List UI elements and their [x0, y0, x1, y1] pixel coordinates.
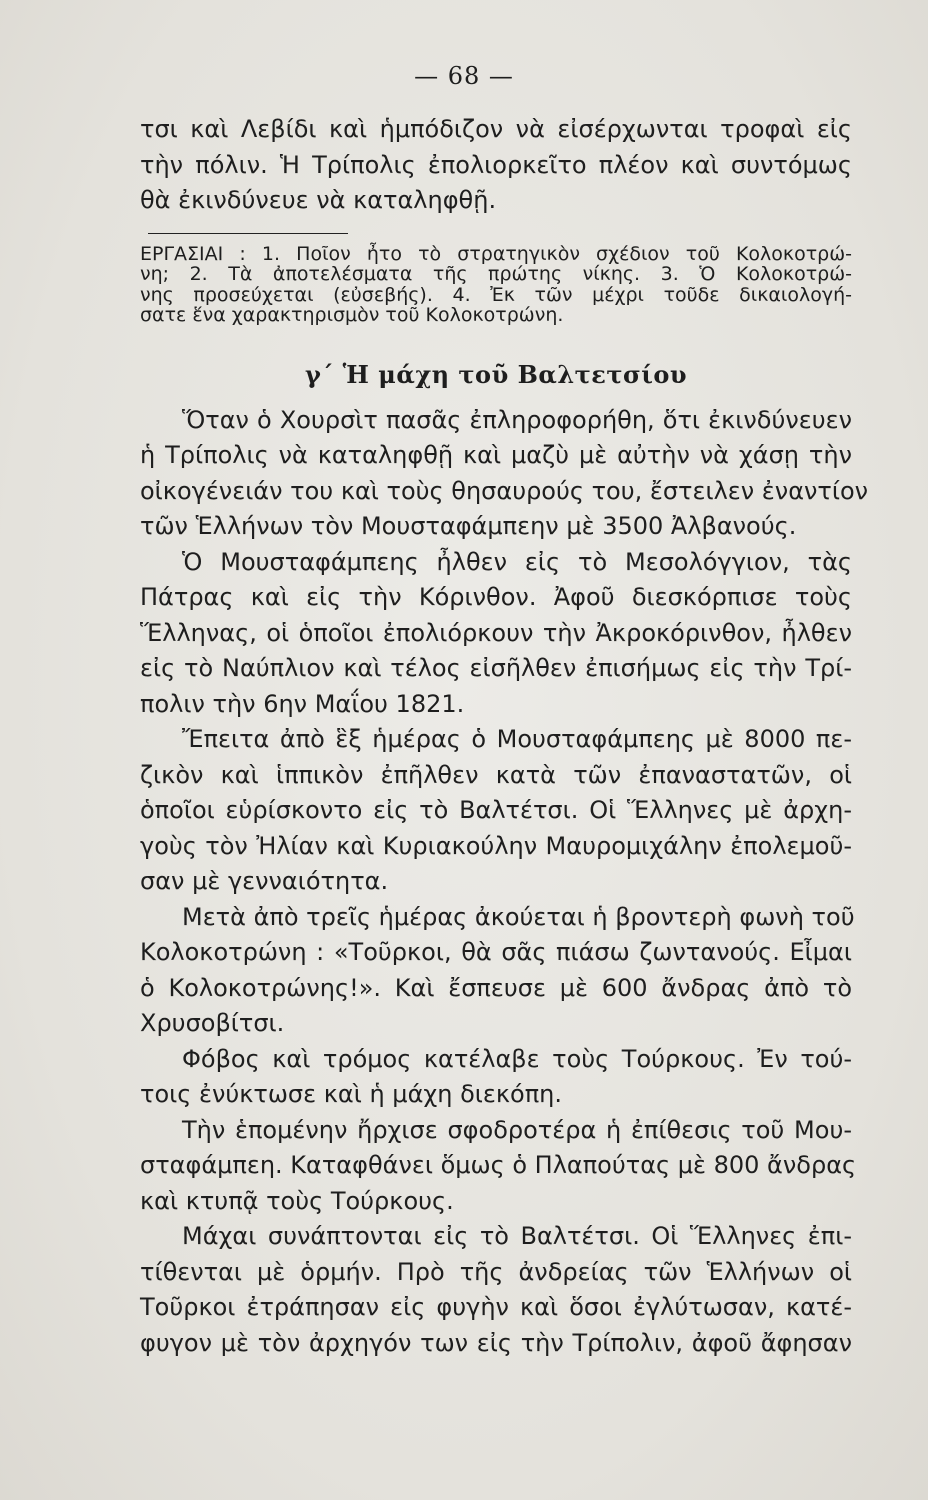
text-line: τοις ἐνύκτωσε καὶ ἡ μάχη διεκόπη. [140, 1080, 562, 1108]
text-line: τῶν Ἑλλήνων τὸν Μουσταφάμπεην μὲ 3500 Ἀλβανούς. [140, 512, 797, 540]
text-line: Μετὰ ἀπὸ τρεῖς ἡμέρας ἀκούεται ἡ βροντερὴ φωνὴ τοῦ [182, 902, 855, 931]
exercise-line: νη; 2. Τὰ ἀποτελέσματα τῆς πρώτης νίκης. 3. Ὁ Κολοκοτρώ- [140, 263, 852, 285]
page-content [140, 112, 869, 1361]
section-divider [148, 233, 348, 234]
text-line: σταφάμπεη. Καταφθάνει ὅμως ὁ Πλαπούτας μὲ 800 ἄνδρας [140, 1151, 857, 1179]
text-line: Πάτρας καὶ εἰς τὴν Κόρινθον. Ἀφοῦ διεσκόρπισε τοὺς [140, 583, 852, 611]
text-line: ὁ Κολοκοτρώνης!». Καὶ ἔσπευσε μὲ 600 ἄνδρας ἀπὸ τὸ [140, 973, 852, 1002]
text-line: Μάχαι συνάπτονται εἰς τὸ Βαλτέτσι. Οἱ Ἕλληνες ἐπι- [182, 1222, 852, 1250]
text-line: ζικὸν καὶ ἱππικὸν ἐπῆλθεν κατὰ τῶν ἐπαναστατῶν, οἱ [140, 760, 852, 789]
text-line: εἰς τὸ Ναύπλιον καὶ τέλος εἰσῆλθεν ἐπισήμως εἰς τὴν Τρί- [140, 654, 852, 682]
paragraph-1 [140, 403, 869, 545]
text-line: πολιν τὴν 6ην Μαΐου 1821. [140, 689, 465, 718]
text-line: Ἕλληνας, οἱ ὁποῖοι ἐπολιόρκουν τὴν Ἀκροκόρινθον, ἦλθεν [140, 618, 852, 647]
text-line: φυγον μὲ τὸν ἀρχηγόν των εἰς τὴν Τρίπολιν, ἀφοῦ ἄφησαν [140, 1328, 852, 1357]
paragraph-4 [140, 900, 855, 1042]
text-line: Φόβος καὶ τρόμος κατέλαβε τοὺς Τούρκους. Ἐν τού- [182, 1044, 852, 1073]
paragraph-6 [140, 1113, 857, 1220]
text-line: τίθενται μὲ ὁρμήν. Πρὸ τῆς ἀνδρείας τῶν Ἑλλήνων οἱ [140, 1257, 852, 1286]
text-line: Ἔπειτα ἀπὸ ἓξ ἡμέρας ὁ Μουσταφάμπεης μὲ 8000 πε- [182, 725, 852, 753]
text-line: ἡ Τρίπολις νὰ καταληφθῇ καὶ μαζὺ μὲ αὐτὴν νὰ χάσῃ τὴν [140, 441, 852, 469]
text-line: ὁποῖοι εὑρίσκοντο εἰς τὸ Βαλτέτσι. Οἱ Ἕλληνες μὲ ἀρχη- [140, 796, 852, 824]
text-line: τὴν πόλιν. Ἡ Τρίπολις ἐπολιορκεῖτο πλέον καὶ συντόμως [140, 150, 852, 179]
intro-paragraph [140, 112, 852, 219]
page-number: — 68 — [414, 62, 514, 90]
text-line: Τοῦρκοι ἐτράπησαν εἰς φυγὴν καὶ ὅσοι ἐγλύτωσαν, κατέ- [140, 1293, 852, 1321]
text-line: Κολοκοτρώνη : «Τοῦρκοι, θὰ σᾶς πιάσω ζωντανούς. Εἶμαι [140, 938, 852, 966]
section-heading: γ΄ Ἡ μάχη τοῦ Βαλτετσίου [304, 359, 688, 389]
exercise-line: σατε ἕνα χαρακτηρισμὸν τοῦ Κολοκοτρώνη. [140, 304, 564, 326]
exercises-block [140, 244, 852, 326]
text-line: Τὴν ἑπομένην ἤρχισε σφοδροτέρα ἡ ἐπίθεσις τοῦ Μου- [182, 1115, 852, 1144]
text-line: σαν μὲ γενναιότητα. [140, 867, 389, 895]
paragraph-2 [140, 545, 852, 723]
text-line: Χρυσοβίτσι. [140, 1009, 285, 1037]
text-line: θὰ ἐκινδύνευε νὰ καταληφθῇ. [140, 186, 497, 214]
text-line: καὶ κτυπᾷ τοὺς Τούρκους. [140, 1186, 454, 1215]
text-line: γοὺς τὸν Ἠλίαν καὶ Κυριακούλην Μαυρομιχάλην ἐπολεμοῦ- [140, 831, 852, 860]
paragraph-7 [140, 1219, 852, 1361]
text-line: οἰκογένειάν του καὶ τοὺς θησαυρούς του, ἔστειλεν ἐναντίον [140, 476, 869, 505]
paragraph-3 [140, 722, 852, 900]
text-line: Ὅταν ὁ Χουρσὶτ πασᾶς ἐπληροφορήθη, ὅτι ἐκινδύνευεν [182, 405, 852, 434]
exercise-line: νης προσεύχεται (εὐσεβής). 4. Ἐκ τῶν μέχρι τοῦδε δικαιολογή- [140, 283, 852, 306]
text-line: τσι καὶ Λεβίδι καὶ ἡμπόδιζον νὰ εἰσέρχωνται τροφαὶ εἰς [140, 115, 852, 143]
paragraph-5 [140, 1042, 852, 1113]
text-line: Ὁ Μουσταφάμπεης ἦλθεν εἰς τὸ Μεσολόγγιον, τὰς [182, 547, 852, 576]
exercise-line: ΕΡΓΑΣΙΑΙ : 1. Ποῖον ἦτο τὸ στρατηγικὸν σχέδιον τοῦ Κολοκοτρώ- [140, 242, 852, 265]
